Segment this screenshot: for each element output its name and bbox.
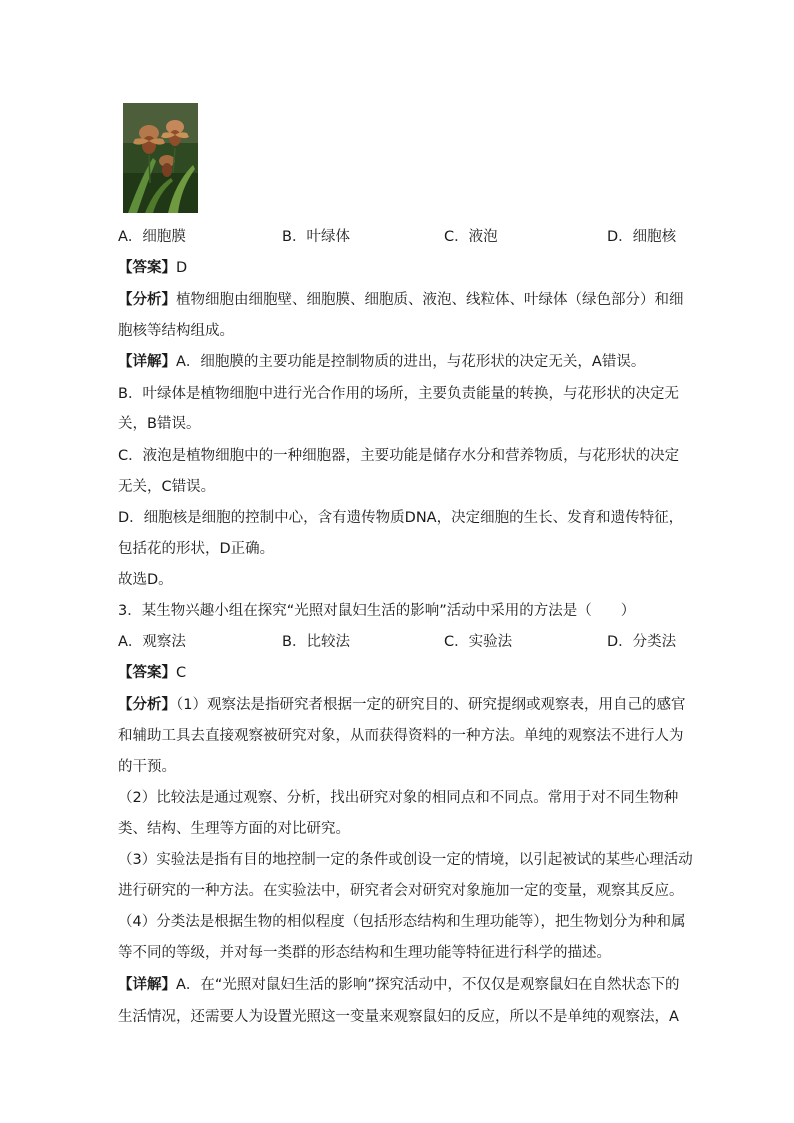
q2-answer xyxy=(118,258,187,278)
answer-value: C xyxy=(176,665,187,681)
q2-detail-c-line-1: C．液泡是植物细胞中的一种细胞器，主要功能是储存水分和营养物质，与花形状的决定 xyxy=(118,448,680,464)
q3-analysis-4-line-1: （4）分类法是根据生物的相似程度（包括形态结构和生理功能等），把生物划分为种和属 xyxy=(118,914,686,930)
q2-conclusion: 故选D。 xyxy=(118,572,173,588)
q3-analysis-3-line-1: （3）实验法是指有目的地控制一定的条件或创设一定的情境，以引起被试的某些心理活动 xyxy=(118,852,693,868)
detail-tag: 【详解】 xyxy=(118,977,176,993)
analysis-text: 植物细胞由细胞壁、细胞膜、细胞质、液泡、线粒体、叶绿体（绿色部分）和细 xyxy=(176,292,684,308)
q3-analysis-4-line-2: 等不同的等级，并对每一类群的形态结构和生理功能等特征进行科学的描述。 xyxy=(118,945,611,961)
q2-option-b: B．叶绿体 xyxy=(282,229,350,245)
q3-answer xyxy=(118,663,186,683)
q3-analysis-1-line-1 xyxy=(118,695,685,715)
q2-option-a: A．细胞膜 xyxy=(118,229,186,245)
q3-analysis-2-line-1: （2）比较法是通过观察、分析，找出研究对象的相同点和不同点。常用于对不同生物种 xyxy=(118,790,679,806)
q3-option-d: D．分类法 xyxy=(607,634,677,650)
q3-stem: 3．某生物兴趣小组在探究“光照对鼠妇生活的影响”活动中采用的方法是（ ） xyxy=(118,603,636,619)
answer-tag: 【答案】 xyxy=(118,665,176,681)
detail-text: A．在“光照对鼠妇生活的影响”探究活动中，不仅仅是观察鼠妇在自然状态下的 xyxy=(176,977,680,993)
detail-tag: 【详解】 xyxy=(118,354,176,370)
q3-detail-line-1 xyxy=(118,975,679,995)
q3-option-b: B．比较法 xyxy=(282,634,350,650)
q2-option-d: D．细胞核 xyxy=(607,229,677,245)
q3-analysis-1-line-3: 的干预。 xyxy=(118,759,176,775)
q2-detail-a xyxy=(118,352,645,372)
answer-value: D xyxy=(176,260,188,276)
q2-analysis-line-1 xyxy=(118,290,684,310)
answer-tag: 【答案】 xyxy=(118,260,176,276)
q2-option-c: C．液泡 xyxy=(444,229,498,245)
q2-analysis-line-2: 胞核等结构组成。 xyxy=(118,323,234,339)
q3-option-a: A．观察法 xyxy=(118,634,186,650)
q2-detail-d-line-1: D．细胞核是细胞的控制中心，含有遗传物质DNA，决定细胞的生长、发育和遗传特征， xyxy=(118,510,684,526)
q2-detail-d-line-2: 包括花的形状，D正确。 xyxy=(118,541,275,557)
q3-analysis-3-line-2: 进行研究的一种方法。在实验法中，研究者会对研究对象施加一定的变量，观察其反应。 xyxy=(118,883,684,899)
analysis-tag: 【分析】 xyxy=(118,292,176,308)
q3-option-c: C．实验法 xyxy=(444,634,513,650)
q3-analysis-2-line-2: 类、结构、生理等方面的对比研究。 xyxy=(118,821,350,837)
q2-detail-b-line-2: 关，B错误。 xyxy=(118,416,201,432)
analysis-text: （1）观察法是指研究者根据一定的研究目的、研究提纲或观察表，用自己的感官 xyxy=(176,697,686,713)
q2-detail-c-line-2: 无关，C错误。 xyxy=(118,479,216,495)
q3-analysis-1-line-2: 和辅助工具去直接观察被研究对象，从而获得资料的一种方法。单纯的观察法不进行人为 xyxy=(118,728,684,744)
q3-detail-line-2: 生活情况，还需要人为设置光照这一变量来观察鼠妇的反应，所以不是单纯的观察法，A xyxy=(118,1009,679,1025)
detail-text: A．细胞膜的主要功能是控制物质的进出，与花形状的决定无关，A错误。 xyxy=(176,354,646,370)
q2-detail-b-line-1: B．叶绿体是植物细胞中进行光合作用的场所，主要负责能量的转换，与花形状的决定无 xyxy=(118,386,679,402)
orchid-flower-image xyxy=(123,103,198,213)
analysis-tag: 【分析】 xyxy=(118,697,176,713)
